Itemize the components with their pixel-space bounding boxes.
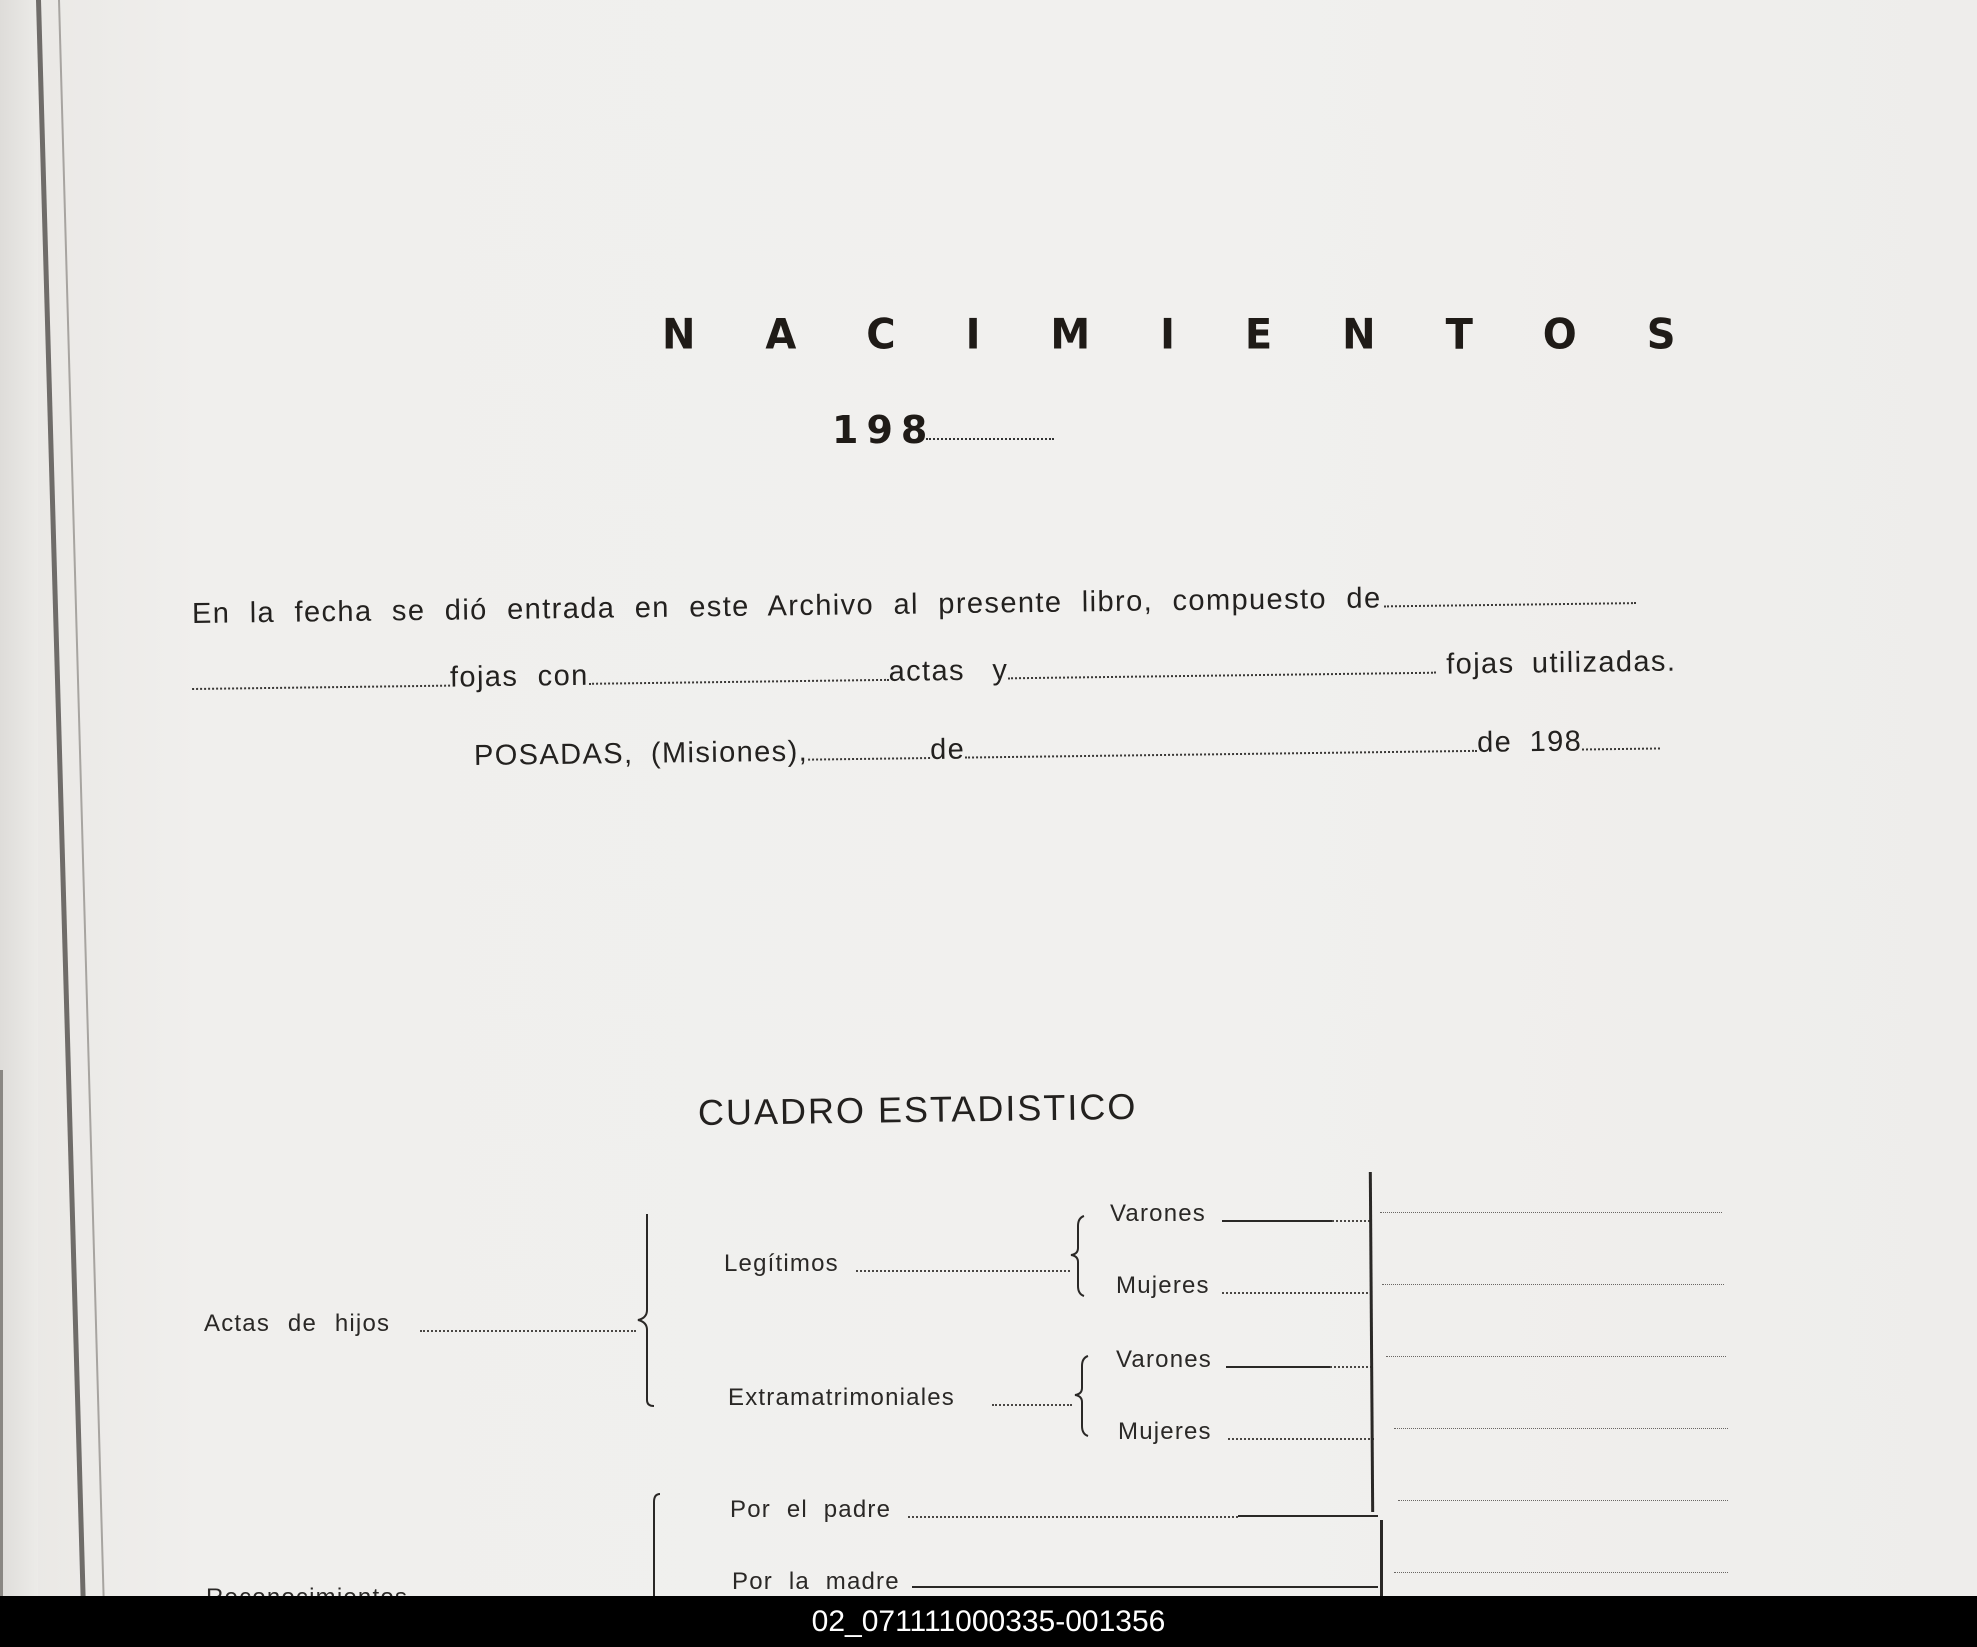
- intro-line-2: [192, 646, 1677, 698]
- blank-fojas-count: [192, 683, 450, 690]
- book-spine: [0, 0, 38, 1596]
- page-edge-line-inner: [58, 0, 105, 1596]
- actas-de-hijos-label: Actas de hijos: [204, 1310, 391, 1337]
- bracket-reconocimientos: [640, 1490, 670, 1600]
- mujeres-1-dots: [1222, 1292, 1372, 1294]
- mujeres-2-dots: [1228, 1438, 1374, 1440]
- mujeres-label-1: Mujeres: [1116, 1272, 1210, 1299]
- bracket-extramatrimoniales: [1072, 1352, 1098, 1438]
- value-line-6: [1394, 1572, 1728, 1573]
- intro-line-2-c: fojas utilizadas.: [1446, 645, 1677, 681]
- intro-line-1-text: En la fecha se dió entrada en este Archivo al presente libro, compuesto de: [191, 582, 1382, 630]
- page-edge-line: [36, 0, 86, 1596]
- varones-2-solid: [1226, 1366, 1330, 1368]
- blank-fojas-total: [1384, 600, 1636, 607]
- legitimos-dots: [856, 1270, 1070, 1272]
- bracket-legitimos: [1068, 1212, 1094, 1298]
- value-line-1: [1380, 1212, 1722, 1213]
- por-la-madre-label: Por la madre: [732, 1568, 900, 1595]
- blank-month: [965, 748, 1477, 759]
- legitimos-label: Legítimos: [724, 1250, 839, 1277]
- por-el-padre-dots: [908, 1516, 1238, 1518]
- value-line-4: [1394, 1428, 1728, 1429]
- intro-line-3: [474, 724, 1661, 773]
- column-divider: [1369, 1172, 1374, 1512]
- year-blank: [926, 438, 1054, 440]
- intro-line-3-c: de 198: [1476, 725, 1583, 759]
- varones-2-dots: [1330, 1366, 1372, 1368]
- image-id-footer: 02_071111000335-001356: [0, 1596, 1977, 1647]
- intro-line-3-a: POSADAS, (Misiones),: [473, 735, 809, 772]
- blank-actas-count: [589, 677, 889, 685]
- intro-line-2-b: actas y: [888, 654, 1009, 688]
- intro-line-2-a: fojas con: [449, 659, 589, 694]
- intro-line-3-b: de: [929, 733, 966, 767]
- value-line-2: [1382, 1284, 1724, 1285]
- actas-dots: [420, 1330, 636, 1332]
- extramatrimoniales-label: Extramatrimoniales: [728, 1384, 955, 1411]
- page-edge-line-left: [0, 1070, 3, 1596]
- value-line-5: [1398, 1500, 1728, 1501]
- year-label: 198: [832, 408, 936, 452]
- varones-1-dots: [1332, 1220, 1370, 1222]
- varones-label-2: Varones: [1116, 1346, 1213, 1373]
- blank-year: [1582, 745, 1660, 750]
- blank-day: [808, 755, 930, 761]
- value-line-3: [1386, 1356, 1726, 1357]
- por-la-madre-solid: [912, 1586, 1378, 1588]
- blank-fojas-used: [1008, 670, 1436, 680]
- por-el-padre-solid: [1238, 1515, 1378, 1517]
- stats-title: CUADRO ESTADISTICO: [697, 1085, 1138, 1133]
- column-divider-lower: [1380, 1520, 1383, 1600]
- mujeres-label-2: Mujeres: [1118, 1418, 1212, 1445]
- page-title: N A C I M I E N T O S: [662, 310, 1704, 360]
- extramatrimoniales-dots: [992, 1404, 1072, 1406]
- por-el-padre-label: Por el padre: [730, 1496, 892, 1523]
- bracket-actas: [632, 1210, 662, 1410]
- intro-line-1: [192, 579, 1636, 631]
- varones-label-1: Varones: [1110, 1200, 1207, 1227]
- varones-1-solid: [1222, 1220, 1332, 1222]
